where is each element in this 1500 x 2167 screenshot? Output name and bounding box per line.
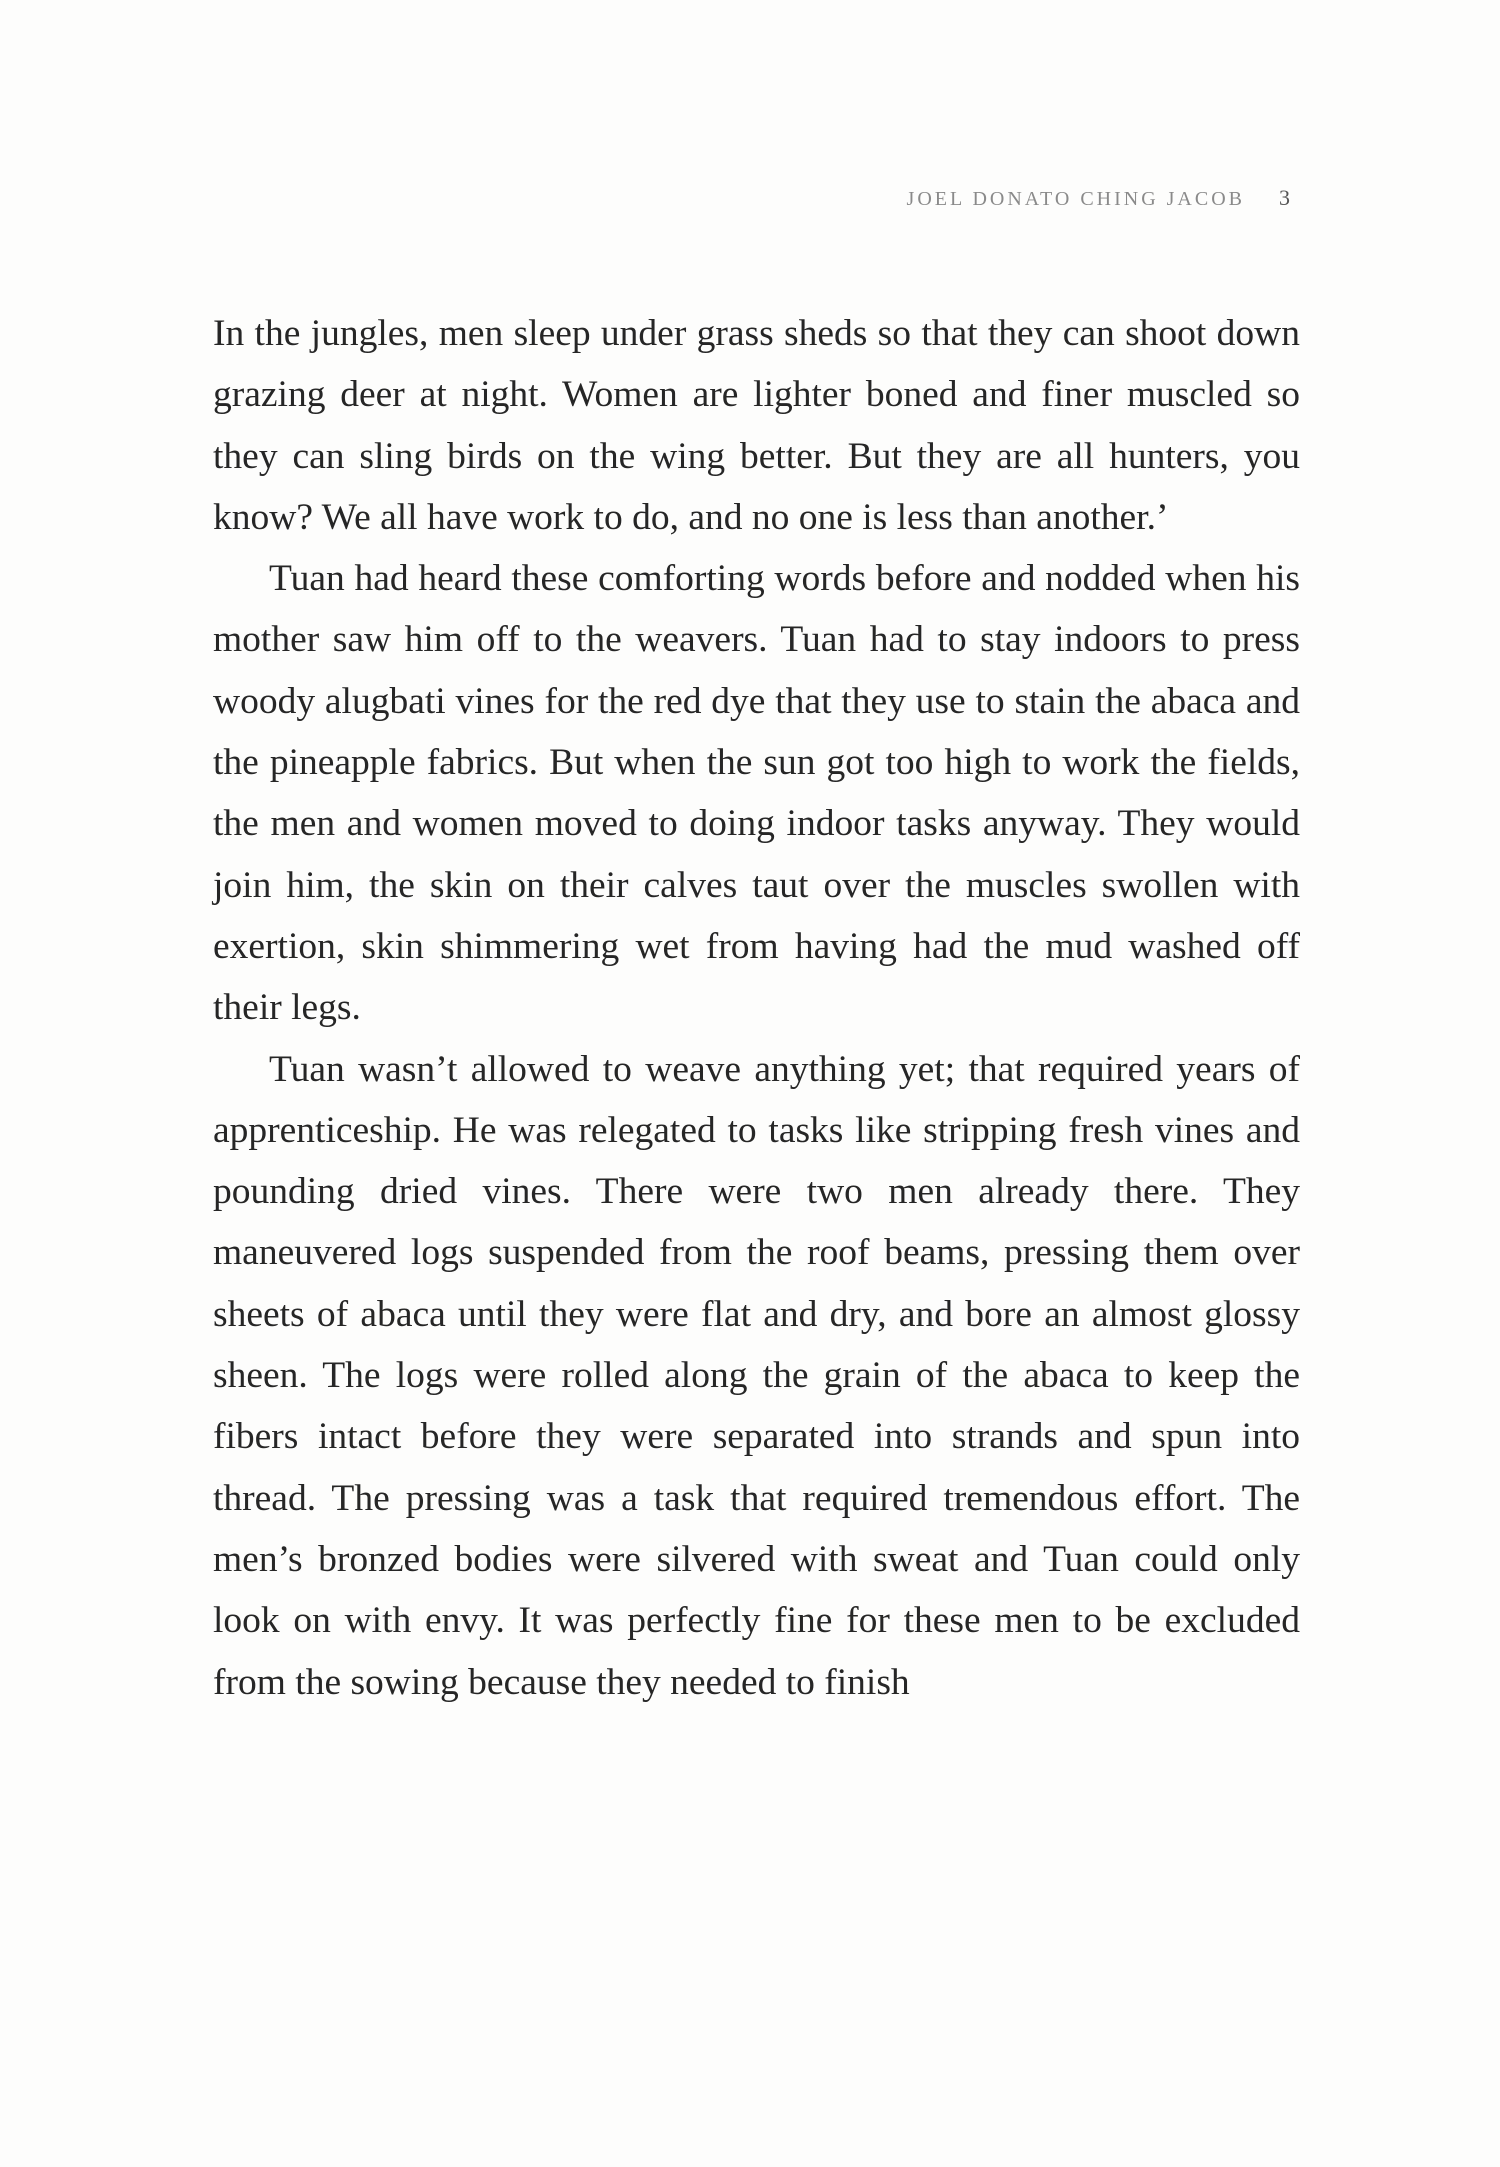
paragraph-1: In the jungles, men sleep under grass sheds so that they can shoot down grazing deer at night. Women are lighter boned and finer muscled so they can sling birds on the wing better. But they are all hunters, you know? We all have work to do, and no one is less than another.’: [213, 313, 1300, 538]
page-number: 3: [1279, 185, 1290, 210]
running-head: [600, 185, 1290, 211]
paragraph-3: Tuan wasn’t allowed to weave anything yet; that required years of apprenticeship. He was relegated to tasks like stripping fresh vines and pounding dried vines. There were two men already there. They maneuvered logs suspended from the roof beams, pressing them over sheets of abaca until they were flat and dry, and bore an almost glossy sheen. The logs were rolled along the grain of the abaca to keep the fibers intact before they were separated into strands and spun into thread. The pressing was a task that required tremendous effort. The men’s bronzed bodies were silvered with sweat and Tuan could only look on with envy. It was perfectly fine for these men to be excluded from the sowing because they needed to finish: [213, 1048, 1300, 1703]
body-text: [213, 303, 1300, 1713]
paragraph-2: Tuan had heard these comforting words before and nodded when his mother saw him off to the weavers. Tuan had to stay indoors to press woody alugbati vines for the red dye that they use to stain the abaca and the pineapple fabrics. But when the sun got too high to work the fields, the men and women moved to doing indoor tasks anyway. They would join him, the skin on their calves taut over the muscles swollen with exertion, skin shimmering wet from having had the mud washed off their legs.: [213, 558, 1300, 1029]
running-head-author: JOEL DONATO CHING JACOB: [906, 188, 1245, 210]
